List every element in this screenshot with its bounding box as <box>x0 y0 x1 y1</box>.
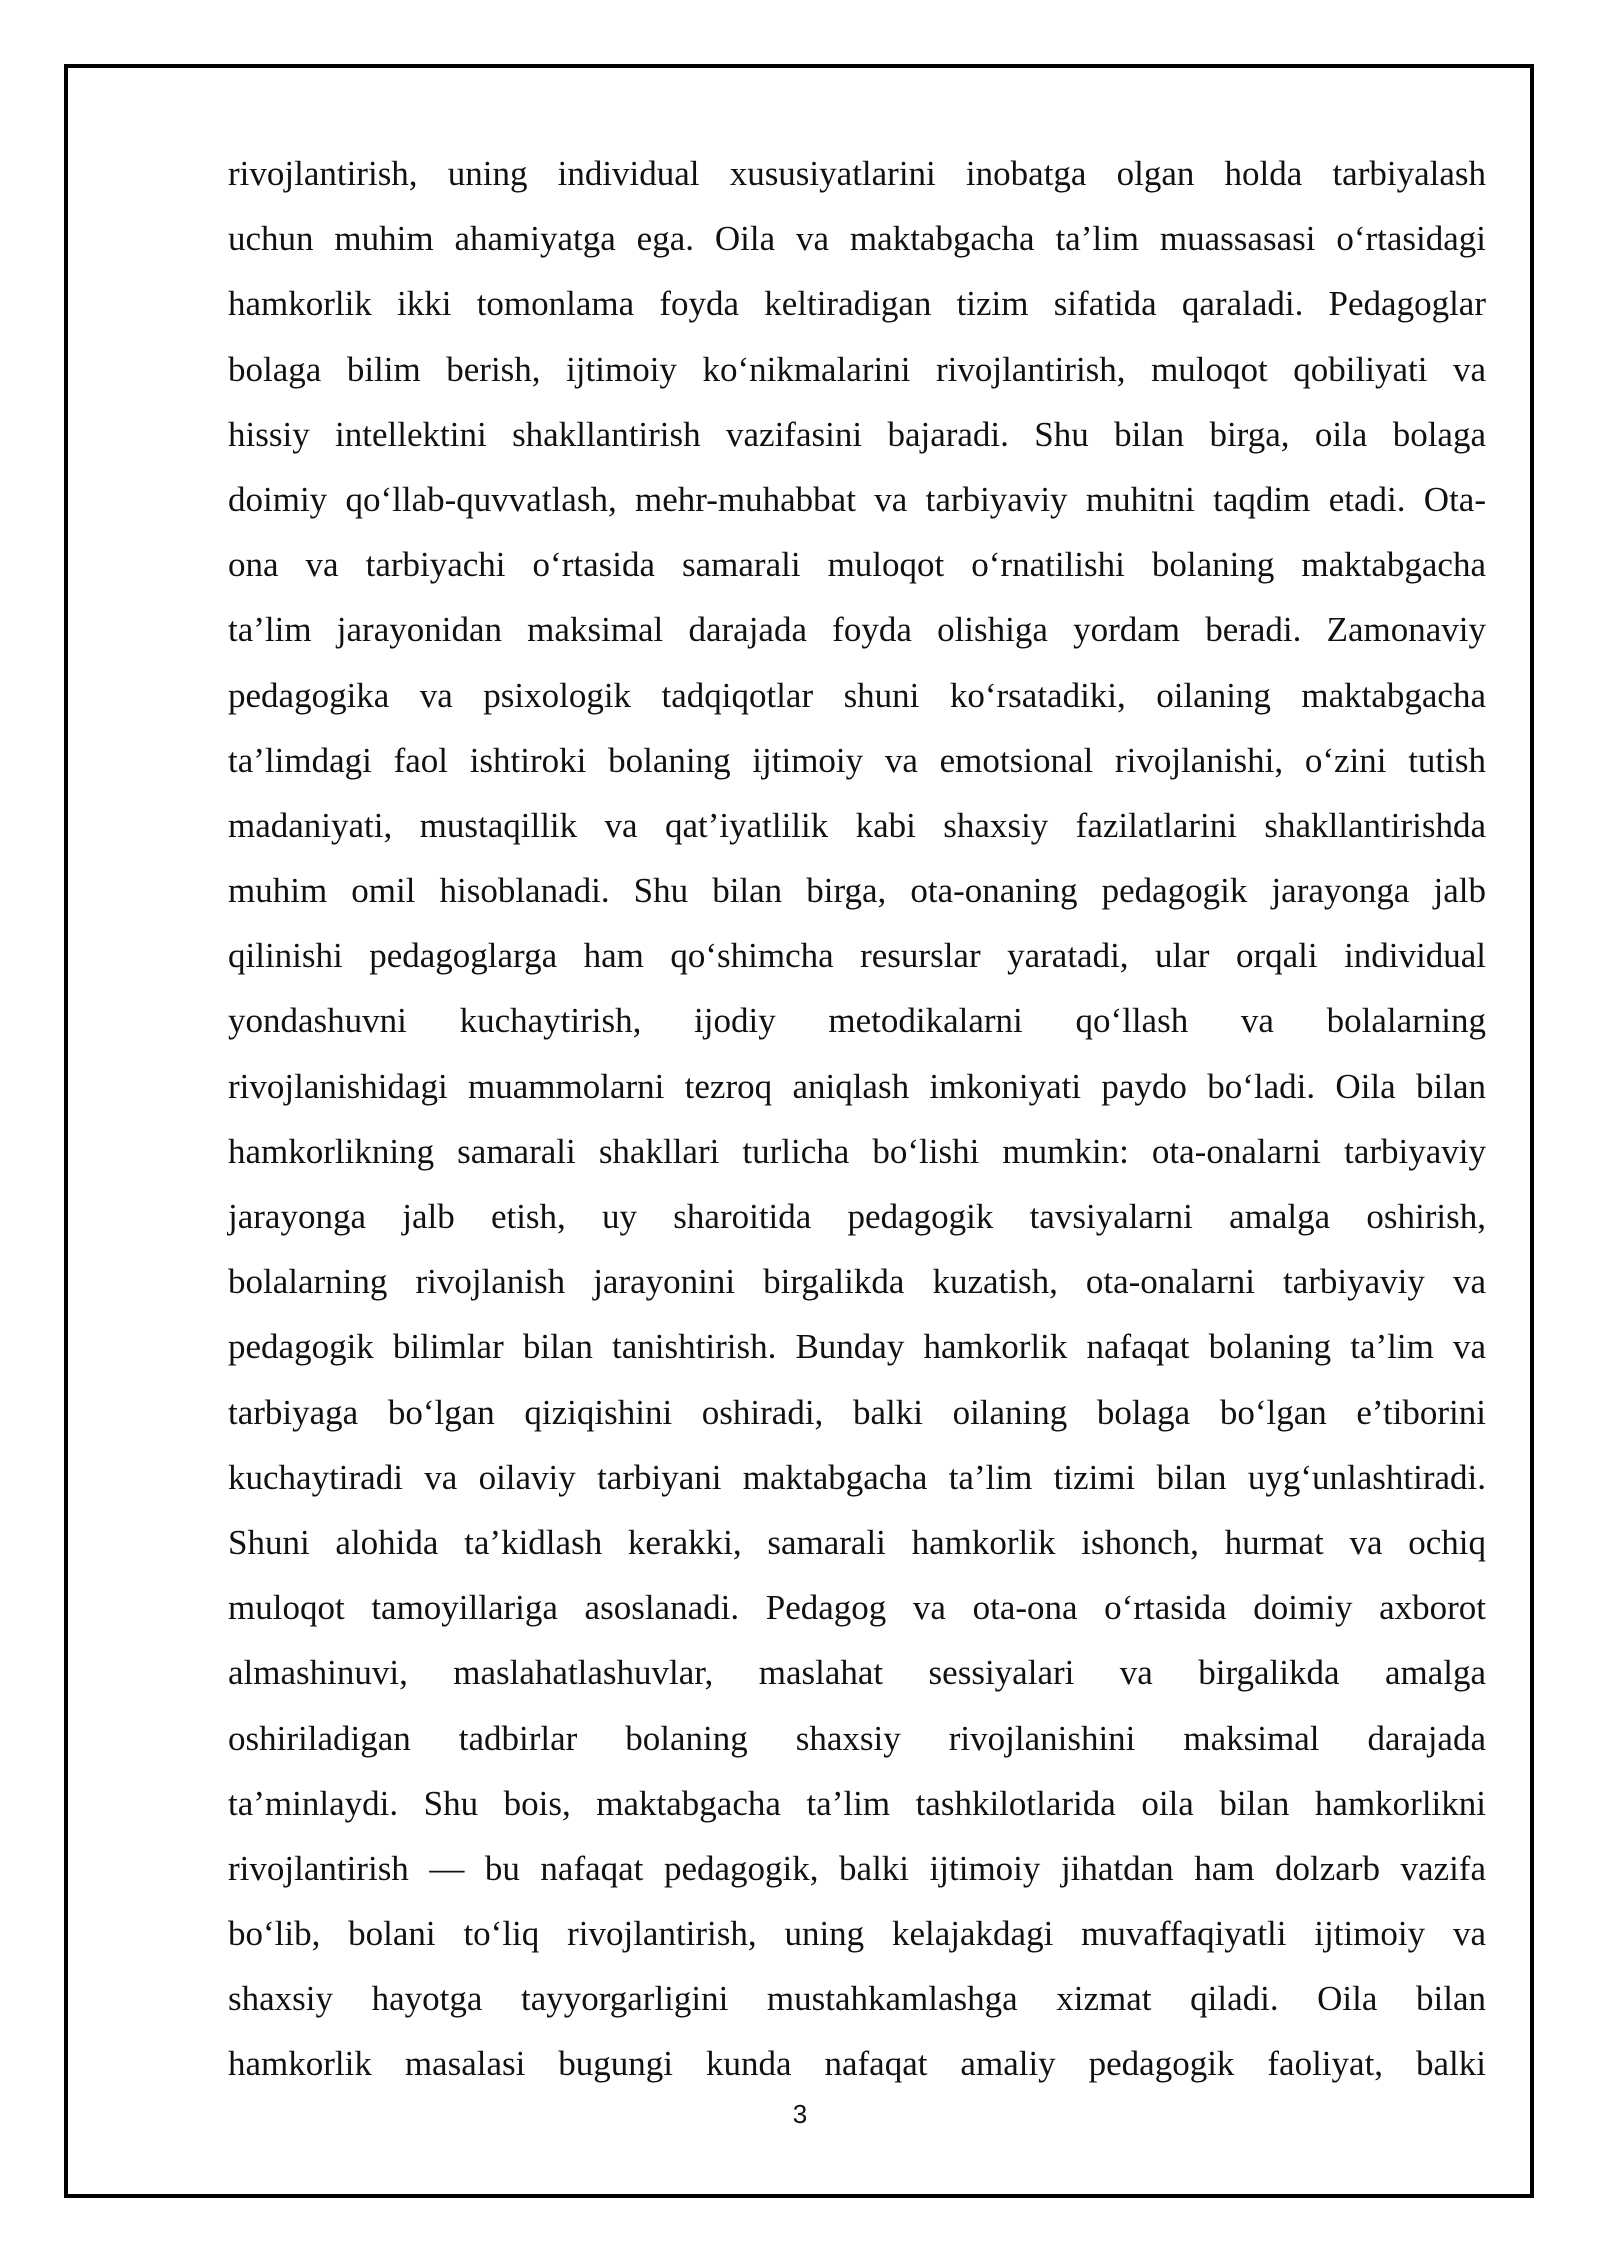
body-paragraph <box>228 141 1486 2097</box>
text-line: bolaga bilim berish, ijtimoiy ko‘nikmalarini rivojlantirish, muloqot qobiliyati va <box>228 349 1486 389</box>
text-line: ta’lim jarayonidan maksimal darajada foyda olishiga yordam beradi. Zamonaviy <box>228 610 1486 650</box>
text-line: rivojlantirish, uning individual xususiyatlarini inobatga olgan holda tarbiyalash <box>228 154 1486 193</box>
text-line: yondashuvni kuchaytirish, ijodiy metodikalarni qo‘llash va bolalarning <box>228 1001 1486 1041</box>
text-line: hissiy intellektini shakllantirish vazifasini bajaradi. Shu bilan birga, oila bolaga <box>228 414 1486 454</box>
text-line: shaxsiy hayotga tayyorgarligini mustahkamlashga xizmat qiladi. Oila bilan <box>228 1979 1486 2019</box>
text-line: hamkorlikning samarali shakllari turlicha bo‘lishi mumkin: ota-onalarni tarbiyaviy <box>228 1131 1486 1171</box>
text-line: bolalarning rivojlanish jarayonini birgalikda kuzatish, ota-onalarni tarbiyaviy va <box>228 1262 1486 1302</box>
text-line: rivojlanishidagi muammolarni tezroq aniqlash imkoniyati paydo bo‘ladi. Oila bilan <box>228 1066 1486 1106</box>
text-line: ta’minlaydi. Shu bois, maktabgacha ta’lim tashkilotlarida oila bilan hamkorlikni <box>228 1783 1486 1823</box>
text-line: bo‘lib, bolani to‘liq rivojlantirish, uning kelajakdagi muvaffaqiyatli ijtimoiy va <box>228 1914 1486 1954</box>
text-line: doimiy qo‘llab-quvvatlash, mehr-muhabbat va tarbiyaviy muhitni taqdim etadi. Ota- <box>228 479 1486 519</box>
text-line: uchun muhim ahamiyatga ega. Oila va maktabgacha ta’lim muassasasi o‘rtasidagi <box>228 219 1486 259</box>
text-line: ta’limdagi faol ishtiroki bolaning ijtimoiy va emotsional rivojlanishi, o‘zini tutish <box>228 740 1486 780</box>
text-line: muhim omil hisoblanadi. Shu bilan birga, ota-onaning pedagogik jarayonga jalb <box>228 871 1486 911</box>
text-line: almashinuvi, maslahatlashuvlar, maslahat sessiyalari va birgalikda amalga <box>228 1653 1486 1693</box>
text-line: tarbiyaga bo‘lgan qiziqishini oshiradi, balki oilaning bolaga bo‘lgan e’tiborini <box>228 1392 1486 1432</box>
text-line: pedagogik bilimlar bilan tanishtirish. Bunday hamkorlik nafaqat bolaning ta’lim va <box>228 1327 1486 1367</box>
text-line: jarayonga jalb etish, uy sharoitida pedagogik tavsiyalarni amalga oshirish, <box>228 1197 1486 1236</box>
text-line: hamkorlik ikki tomonlama foyda keltiradigan tizim sifatida qaraladi. Pedagoglar <box>228 284 1486 324</box>
page-number: 3 <box>792 2099 808 2129</box>
text-line: oshiriladigan tadbirlar bolaning shaxsiy rivojlanishini maksimal darajada <box>228 1718 1486 1758</box>
text-line: muloqot tamoyillariga asoslanadi. Pedagog va ota-ona o‘rtasida doimiy axborot <box>228 1588 1486 1628</box>
text-line: hamkorlik masalasi bugungi kunda nafaqat amaliy pedagogik faoliyat, balki <box>228 2044 1486 2084</box>
text-line: rivojlantirish — bu nafaqat pedagogik, balki ijtimoiy jihatdan ham dolzarb vazifa <box>228 1848 1486 1888</box>
text-line: madaniyati, mustaqillik va qat’iyatlilik kabi shaxsiy fazilatlarini shakllantirishda <box>228 805 1486 845</box>
text-line: ona va tarbiyachi o‘rtasida samarali muloqot o‘rnatilishi bolaning maktabgacha <box>228 545 1486 585</box>
text-line: pedagogika va psixologik tadqiqotlar shuni ko‘rsatadiki, oilaning maktabgacha <box>228 675 1486 715</box>
text-line: Shuni alohida ta’kidlash kerakki, samarali hamkorlik ishonch, hurmat va ochiq <box>228 1522 1486 1562</box>
text-line: kuchaytiradi va oilaviy tarbiyani maktabgacha ta’lim tizimi bilan uyg‘unlashtiradi. <box>228 1457 1486 1497</box>
text-line: qilinishi pedagoglarga ham qo‘shimcha resurslar yaratadi, ular orqali individual <box>228 936 1486 976</box>
